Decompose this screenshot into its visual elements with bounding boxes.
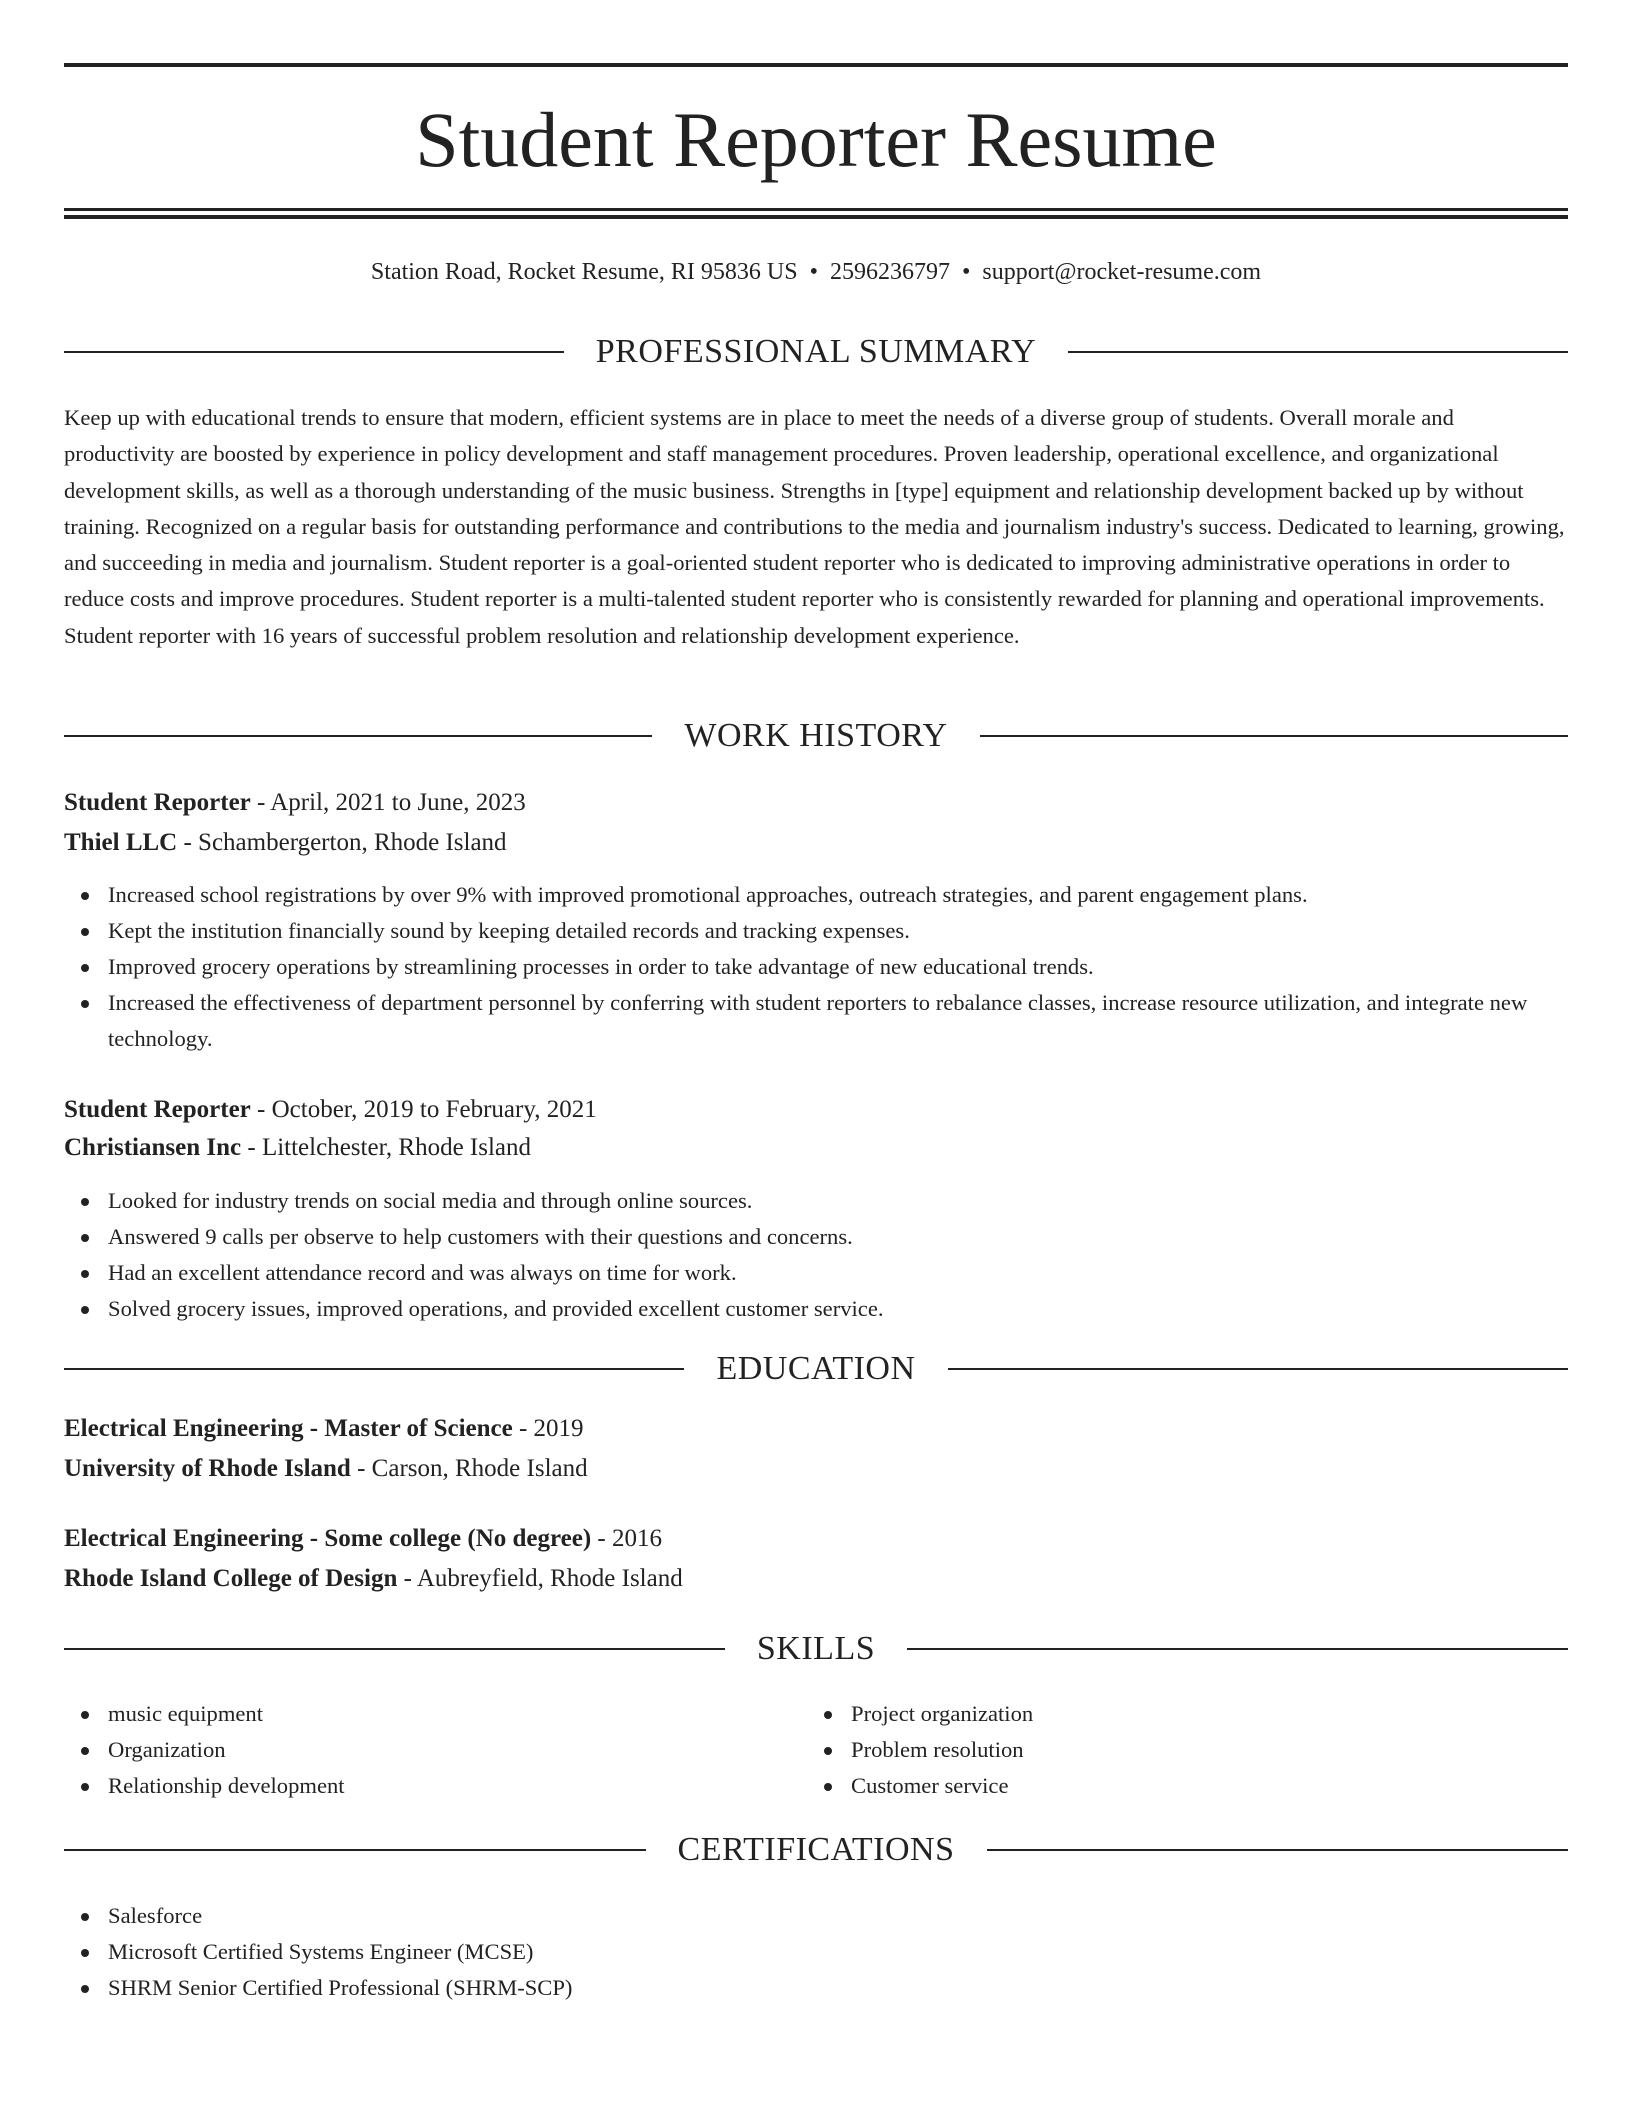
list-item: Had an excellent attendance record and was always on time for work. <box>64 1255 1568 1291</box>
contact-email[interactable]: support@rocket-resume.com <box>982 259 1262 285</box>
heading-rule <box>64 1368 684 1370</box>
skill-item: Organization <box>64 1732 792 1768</box>
job-dates: - October, 2019 to February, 2021 <box>250 1096 597 1123</box>
skill-item: Relationship development <box>64 1768 792 1804</box>
job-title-line <box>64 1090 1568 1130</box>
list-item: Kept the institution financially sound by keeping detailed records and tracking expenses. <box>64 913 1568 949</box>
education-school: University of Rhode Island <box>64 1455 351 1482</box>
section-title-summary: PROFESSIONAL SUMMARY <box>595 333 1037 370</box>
section-heading-certifications <box>64 1828 1568 1872</box>
job-bullets <box>64 877 1568 1057</box>
section-heading-summary <box>64 330 1568 374</box>
page-title: Student Reporter Resume <box>415 96 1217 183</box>
education-degree: Electrical Engineering - Some college (No degree) <box>64 1525 592 1552</box>
heading-rule <box>980 735 1568 737</box>
summary-text: Keep up with educational trends to ensure that modern, efficient systems are in place to meet the needs of a diverse group of students. Overall morale and productivity are boosted by experience in policy development and staff management procedures. Proven leadership, operational excellence, and organizational development skills, as well as a thorough understanding of the music business. Strengths in [type] equipment and relationship development backed up by without training. Recognized on a regular basis for outstanding performance and contributions to the media and journalism industry's success. Dedicated to learning, growing, and succeeding in media and journalism. Student reporter is a goal-oriented student reporter who is dedicated to improving administrative operations in order to reduce costs and improve procedures. Student reporter is a multi-talented student reporter who is consistently rewarded for planning and operational improvements. Student reporter with 16 years of successful problem resolution and relationship development experience. <box>64 405 1565 648</box>
heading-rule <box>64 1648 725 1650</box>
education-degree-line <box>64 1519 1568 1559</box>
section-title-skills: SKILLS <box>756 1630 876 1667</box>
heading-rule <box>64 735 652 737</box>
education-school-line <box>64 1449 1568 1489</box>
list-item: Increased the effectiveness of department personnel by conferring with student reporters to rebalance classes, increase resource utilization, and integrate new technology. <box>64 985 1568 1057</box>
contact-separator: • <box>961 259 971 285</box>
education-degree: Electrical Engineering - Master of Science <box>64 1415 513 1442</box>
certification-item: Salesforce <box>64 1898 1568 1934</box>
job-role: Student Reporter <box>64 1096 251 1123</box>
education-school-line <box>64 1559 1568 1599</box>
job-location: - Littelchester, Rhode Island <box>241 1134 532 1161</box>
job-company-line <box>64 1128 1568 1168</box>
skill-item: Problem resolution <box>807 1732 1568 1768</box>
education-location: - Aubreyfield, Rhode Island <box>397 1565 683 1592</box>
job-title-line <box>64 783 1568 823</box>
section-title-education: EDUCATION <box>716 1350 916 1387</box>
skills-list-left <box>64 1696 792 1804</box>
section-heading-work <box>64 714 1568 758</box>
section-title-certifications: CERTIFICATIONS <box>677 1831 955 1868</box>
section-heading-skills <box>64 1627 1568 1671</box>
list-item: Looked for industry trends on social media and through online sources. <box>64 1183 1568 1219</box>
heading-rule <box>948 1368 1568 1370</box>
skill-item: music equipment <box>64 1696 792 1732</box>
job-company: Christiansen Inc <box>64 1134 242 1161</box>
job-dates: - April, 2021 to June, 2023 <box>250 789 526 816</box>
education-location: - Carson, Rhode Island <box>350 1455 588 1482</box>
education-school: Rhode Island College of Design <box>64 1565 398 1592</box>
list-item: Answered 9 calls per observe to help customers with their questions and concerns. <box>64 1219 1568 1255</box>
certification-item: SHRM Senior Certified Professional (SHRM-SCP) <box>64 1970 1568 2006</box>
skills-list-right <box>807 1696 1568 1804</box>
contact-address: Station Road, Rocket Resume, RI 95836 US <box>370 259 798 285</box>
certification-item: Microsoft Certified Systems Engineer (MCSE) <box>64 1934 1568 1970</box>
top-rule <box>64 63 1568 67</box>
education-year: - 2016 <box>591 1525 662 1552</box>
section-title-work: WORK HISTORY <box>684 717 948 754</box>
job-company: Thiel LLC <box>64 829 178 856</box>
section-heading-education <box>64 1347 1568 1391</box>
contact-phone: 2596236797 <box>829 259 950 285</box>
heading-rule <box>907 1648 1568 1650</box>
list-item: Improved grocery operations by streamlining processes in order to take advantage of new educational trends. <box>64 949 1568 985</box>
heading-rule <box>1068 351 1568 353</box>
job-company-line <box>64 823 1568 863</box>
job-role: Student Reporter <box>64 789 251 816</box>
job-location: - Schambergerton, Rhode Island <box>177 829 507 856</box>
education-year: - 2019 <box>512 1415 584 1442</box>
title-double-rule <box>64 208 1568 219</box>
contact-line <box>64 254 1568 290</box>
heading-rule <box>64 1849 646 1851</box>
contact-separator: • <box>809 259 818 285</box>
heading-rule <box>64 351 564 353</box>
job-bullets <box>64 1183 1568 1327</box>
certifications-list <box>64 1898 1568 2006</box>
list-item: Increased school registrations by over 9% with improved promotional approaches, outreach strategies, and parent engagement plans. <box>64 877 1568 913</box>
skill-item: Customer service <box>807 1768 1568 1804</box>
list-item: Solved grocery issues, improved operations, and provided excellent customer service. <box>64 1291 1568 1327</box>
heading-rule <box>987 1849 1569 1851</box>
skill-item: Project organization <box>807 1696 1568 1732</box>
education-degree-line <box>64 1409 1568 1449</box>
